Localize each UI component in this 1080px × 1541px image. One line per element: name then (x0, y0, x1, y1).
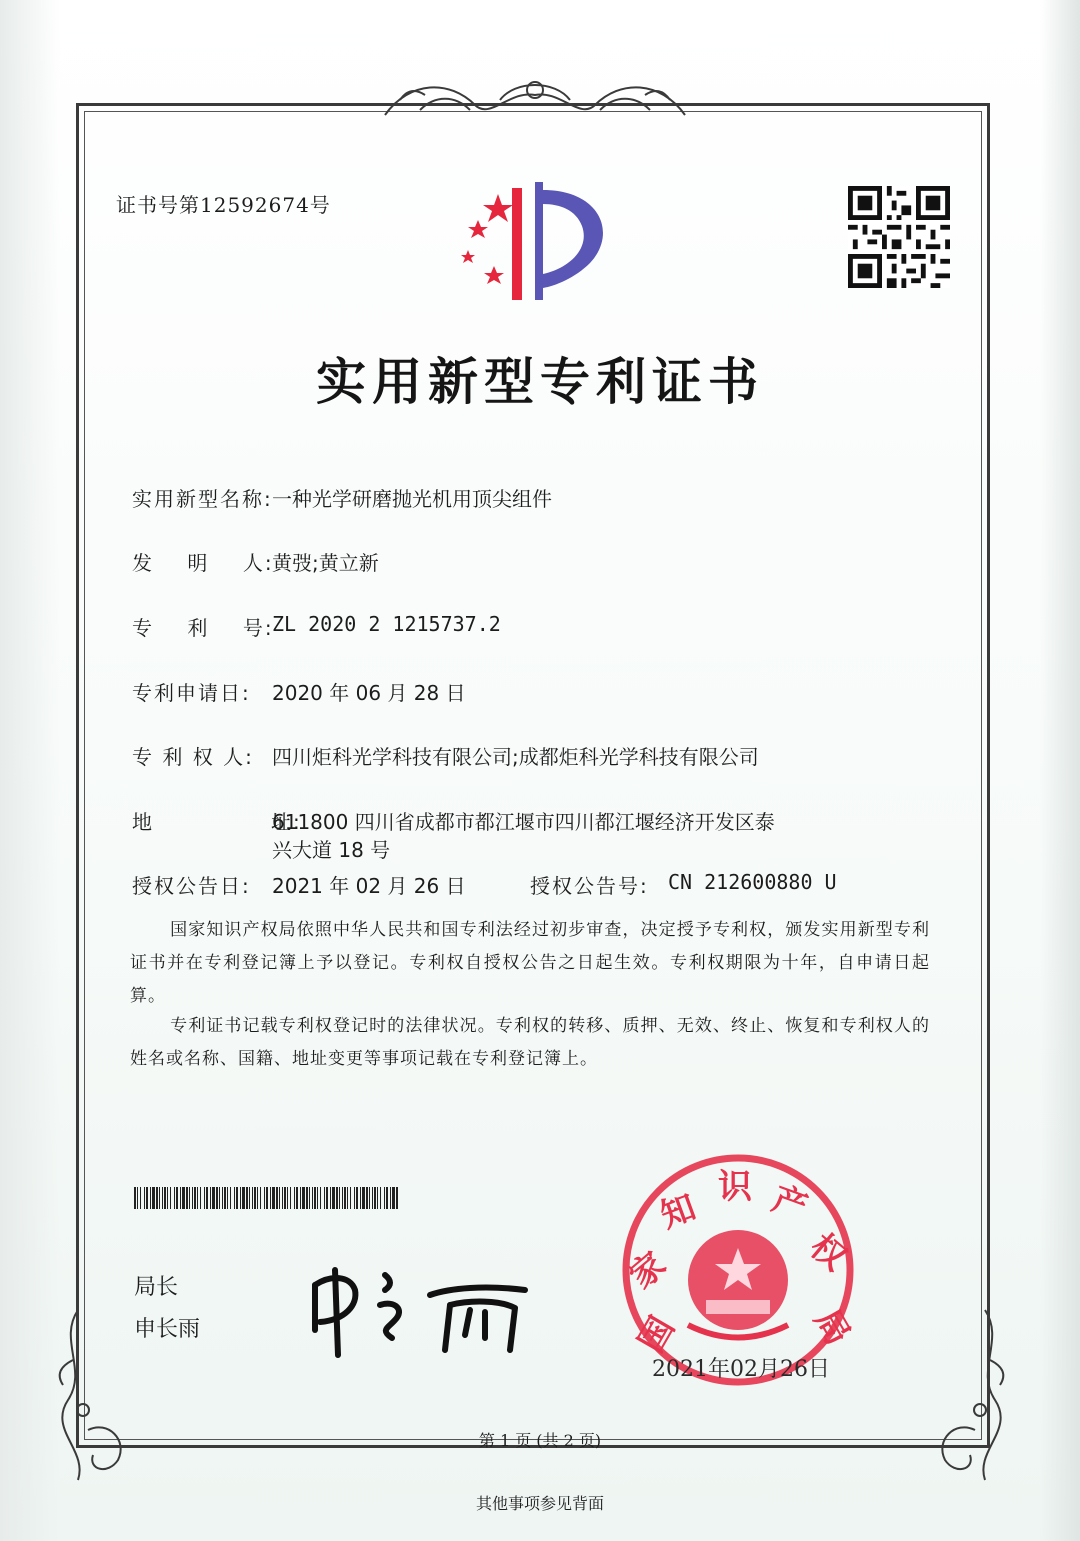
corner-ornament-bottom-left-icon (28, 1300, 148, 1490)
qr-code-icon (848, 186, 950, 288)
seal-date: 2021年02月26日 (652, 1357, 830, 1382)
field-label: 专 利 权 人: (132, 745, 254, 769)
field-utility-model-name (0, 483, 1080, 513)
field-grant-number (530, 870, 1030, 900)
field-label: 实用新型名称: (132, 487, 273, 511)
field-value: 2020 年 06 月 28 日 (272, 681, 466, 705)
field-label: 授权公告号: (530, 874, 649, 898)
legal-paragraph-1 (130, 914, 930, 1013)
field-label: 专利申请日: (132, 681, 251, 705)
director-title: 局长 (134, 1275, 179, 1300)
field-patent-number (0, 612, 1080, 642)
certificate-title: 实用新型专利证书 (316, 353, 764, 411)
svg-text:知: 知 (655, 1187, 702, 1237)
field-value: ZL 2020 2 1215737.2 (272, 612, 501, 636)
field-value: 黄弢;黄立新 (272, 551, 379, 575)
field-label: 授权公告日: (132, 874, 251, 898)
patent-office-logo-icon (450, 178, 620, 306)
field-label: 发 明 人: (132, 551, 274, 575)
field-label: 地 址: (132, 810, 302, 834)
field-value-line1: 611800 四川省成都市都江堰市四川都江堰经济开发区泰 (272, 810, 775, 834)
certificate-number: 证书号第12592674号 (116, 193, 331, 217)
director-name: 申长雨 (134, 1317, 201, 1342)
field-patentee (0, 741, 1080, 771)
paragraph-text: 国家知识产权局依照中华人民共和国专利法经过初步审查，决定授予专利权，颁发实用新型专利证书并在专利登记簿上予以登记。专利权自授权公告之日起生效。专利权期限为十年，自申请日起算。 (130, 920, 930, 1006)
svg-text:权: 权 (802, 1226, 854, 1279)
field-value: 2021 年 02 月 26 日 (272, 874, 466, 898)
corner-ornament-bottom-right-icon (915, 1300, 1035, 1490)
svg-text:国: 国 (631, 1310, 683, 1360)
field-value: 四川炬科光学科技有限公司;成都炬科光学科技有限公司 (272, 745, 759, 769)
svg-text:产: 产 (766, 1178, 813, 1229)
field-application-date (0, 677, 1080, 707)
top-ornament-icon (380, 70, 690, 130)
paragraph-text: 专利证书记载专利权登记时的法律状况。专利权的转移、质押、无效、终止、恢复和专利权人的姓名或名称、国籍、地址变更等事项记载在专利登记簿上。 (130, 1016, 930, 1069)
field-inventor (0, 547, 1080, 577)
field-value-line2: 兴大道 18 号 (272, 838, 391, 862)
barcode-icon (134, 1187, 400, 1209)
footer-note: 其他事项参见背面 (475, 1494, 604, 1513)
field-value: 一种光学研磨抛光机用顶尖组件 (272, 487, 552, 511)
svg-text:识: 识 (718, 1167, 752, 1207)
svg-text:局: 局 (806, 1302, 858, 1352)
director-signature-icon (300, 1250, 540, 1360)
page-number: 第 1 页 (共 2 页) (478, 1431, 602, 1450)
field-address (0, 806, 1080, 866)
field-label: 专 利 号: (132, 616, 274, 640)
legal-paragraph-2 (130, 1010, 930, 1076)
svg-text:家: 家 (622, 1244, 674, 1297)
field-value: CN 212600880 U (668, 870, 837, 894)
